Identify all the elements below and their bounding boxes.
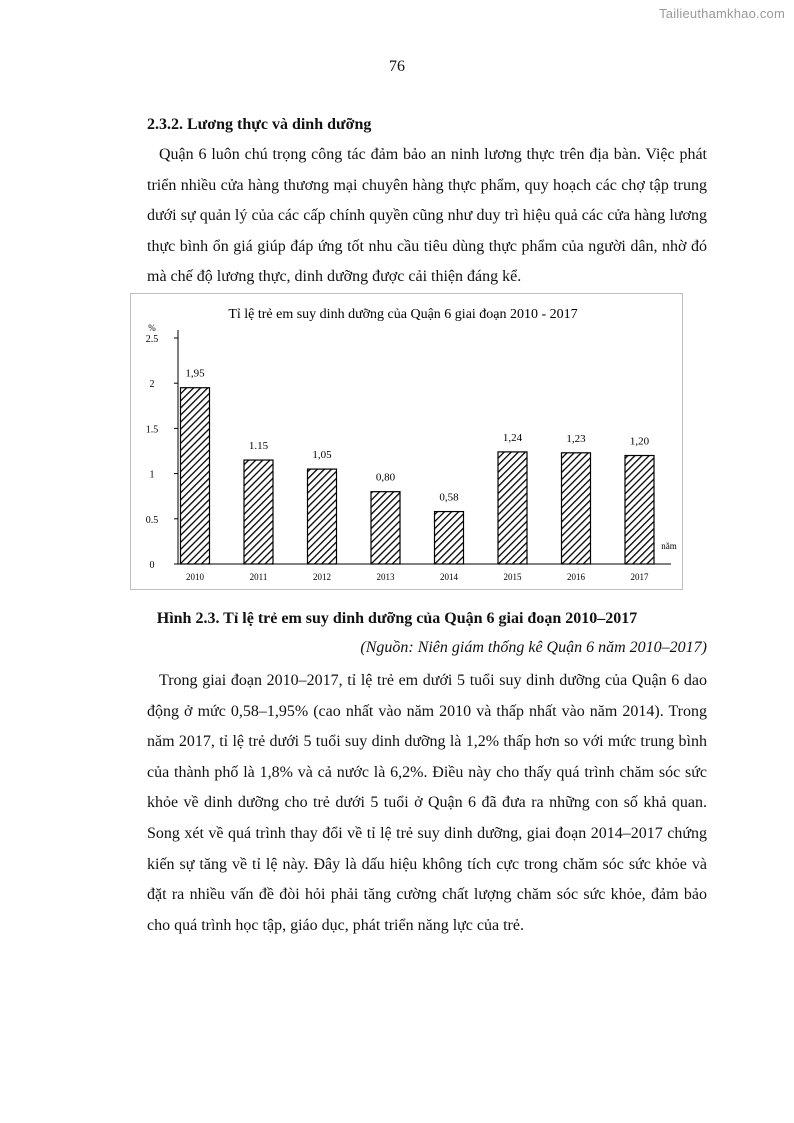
x-tick-label-2013: 2013 [376, 572, 395, 582]
chart-title: Tỉ lệ trẻ em suy dinh dưỡng của Quận 6 giai đoạn 2010 - 2017 [228, 307, 578, 322]
y-tick-label: 1.5 [145, 424, 159, 436]
y-tick-label: 1 [149, 469, 155, 481]
bar-2016 [562, 453, 591, 564]
y-tick-label: 2.5 [145, 334, 159, 345]
y-tick-label: 2 [149, 379, 155, 391]
data-label-2016: 1,23 [566, 432, 586, 445]
watermark: Tailieuthamkhao.com [659, 6, 785, 21]
figure-caption: Hình 2.3. Tỉ lệ trẻ em suy dinh dưỡng của Quận 6 giai đoạn 2010–2017 [156, 610, 638, 627]
y-tick-label: 0.5 [145, 514, 159, 526]
bar-2014 [435, 512, 464, 564]
paragraph-intro: Quận 6 luôn chú trọng công tác đảm bảo an ninh lương thực trên địa bàn. Việc phát triển nhiều cửa hàng thương mại chuyên hàng thực phẩm, quy hoạch các chợ tập trung dưới sự quản lý của các cấp chính quyền cũng như duy trì hiệu quả các cửa hàng lương thực bình ổn giá giúp đáp ứng tốt nhu cầu tiêu dùng thực phẩm của người dân, nhờ đó mà chế độ lương thực, dinh dưỡng được cải thiện đáng kể. [147, 146, 707, 286]
y-axis-unit: % [148, 323, 156, 333]
data-label-2010: 1,95 [185, 367, 205, 380]
x-tick-label-2015: 2015 [503, 572, 522, 582]
bar-2015 [498, 452, 527, 564]
x-tick-label-2016: 2016 [567, 572, 585, 582]
page-number: 76 [389, 58, 405, 75]
data-label-2012: 1,05 [312, 449, 332, 462]
chart-canvas [131, 294, 684, 591]
data-label-2015: 1,24 [502, 431, 523, 444]
data-label-2014: 0,58 [439, 491, 459, 504]
bar-2017 [625, 456, 654, 564]
x-axis-unit: năm [661, 541, 677, 551]
data-label-2017: 1,20 [629, 435, 650, 448]
figure-source: (Nguồn: Niên giám thống kê Quận 6 năm 2010–2017) [360, 639, 707, 656]
bar-chart [130, 293, 683, 590]
x-tick-label-2014: 2014 [440, 572, 458, 582]
bar-2013 [371, 492, 400, 564]
bar-2012 [308, 469, 337, 564]
data-label-2013: 0,80 [375, 471, 396, 484]
bar-2010 [181, 388, 210, 564]
data-label-2011: 1.15 [248, 440, 269, 453]
paragraph-analysis: Trong giai đoạn 2010–2017, tỉ lệ trẻ em dưới 5 tuổi suy dinh dưỡng của Quận 6 dao động ở mức 0,58–1,95% (cao nhất vào năm 2010 và thấp nhất vào năm 2014). Trong năm 2017, tỉ lệ trẻ dưới 5 tuổi suy dinh dưỡng là 1,2% thấp hơn so với mức trung bình của thành phố là 1,8% và cả nước là 6,2%. Điều này cho thấy quá trình chăm sóc sức khỏe về dinh dưỡng cho trẻ dưới 5 tuổi ở Quận 6 đã đưa ra những con số khả quan. Song xét về quá trình thay đổi về tỉ lệ trẻ suy dinh dưỡng, giai đoạn 2014–2017 chứng kiến sự tăng về tỉ lệ này. Đây là dấu hiệu không tích cực trong chăm sóc sức khỏe và đặt ra nhiều vấn đề đòi hỏi phải tăng cường chất lượng chăm sóc sức khỏe, đảm bảo cho quá trình học tập, giáo dục, phát triển năng lực của trẻ. [147, 672, 707, 934]
x-tick-label-2010: 2010 [186, 572, 204, 582]
y-tick-label: 0 [149, 560, 155, 571]
x-tick-label-2011: 2011 [249, 572, 268, 582]
x-tick-label-2017: 2017 [630, 572, 649, 582]
x-tick-label-2012: 2012 [313, 572, 331, 582]
bar-2011 [244, 460, 273, 564]
section-heading: 2.3.2. Lương thực và dinh dưỡng [147, 116, 372, 133]
